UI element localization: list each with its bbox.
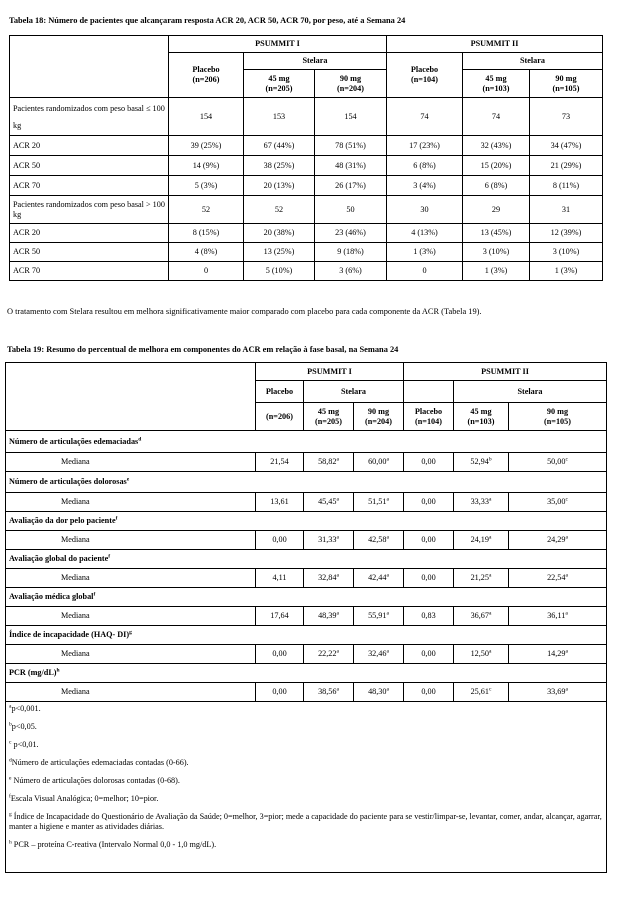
table18-cell: 74: [387, 98, 463, 136]
table18-cell: 26 (17%): [315, 176, 387, 196]
table18-cell: 6 (8%): [387, 156, 463, 176]
table18-dose45-2: 45 mg (n=103): [463, 70, 530, 98]
table18-row-label: Pacientes randomizados com peso basal > 100 kg: [10, 196, 169, 224]
table19-caption: Tabela 19: Resumo do percentual de melhora em componentes do ACR em relação à fase basal, na Semana 24: [7, 345, 399, 354]
table19-cell: 55,91$^a$: [354, 607, 404, 626]
table18-placebo2: Placebo (n=104): [387, 53, 463, 98]
table18-cell: 20 (38%): [244, 224, 315, 243]
table18-cell: 14 (9%): [169, 156, 244, 176]
table19-median-label: Mediana: [6, 453, 256, 472]
table19-cell: 45,45$^a$: [304, 493, 354, 512]
table19-cell: 21,54: [256, 453, 304, 472]
table19-dose45-2: 45 mg (n=103): [454, 403, 509, 431]
table18-cell: 1 (3%): [530, 262, 603, 281]
footnote: $^h$ PCR – proteína C-reativa (Intervalo Normal 0,0 - 1,0 mg/dL).: [9, 839, 217, 849]
table19: [5, 362, 607, 873]
table19-cell: 32,84$^a$: [304, 569, 354, 588]
table19-dose90-2: 90 mg (n=105): [509, 403, 607, 431]
table18-cell: 32 (43%): [463, 136, 530, 156]
table18-row-label: ACR 50: [10, 243, 169, 262]
table18-cell: 3 (10%): [463, 243, 530, 262]
table19-cell: 36,67$^a$: [454, 607, 509, 626]
table18-cell: 30: [387, 196, 463, 224]
table19-cell: 33,69$^a$: [509, 683, 607, 702]
footnote: $^g$ Índice de Incapacidade do Questionário de Avaliação da Saúde; 0=melhor, 3=pior; mede a capacidade do paciente para se vestir/limpar-se, levantar, comer, andar, alcançar, agarrar, manter a higiene e manter as atividades diárias.: [9, 811, 602, 831]
table18-cell: 13 (25%): [244, 243, 315, 262]
table19-median-label: Mediana: [6, 683, 256, 702]
table19-n206: (n=206): [256, 403, 304, 431]
table19-placebo1: Placebo: [256, 381, 304, 403]
table18-dose90-2: 90 mg (n=105): [530, 70, 603, 98]
table19-cell: 0,00: [256, 531, 304, 550]
table19-corner: [6, 363, 256, 431]
table19-cell: 24,19$^a$: [454, 531, 509, 550]
table19-cell: 0,00: [256, 645, 304, 664]
table18-cell: 8 (15%): [169, 224, 244, 243]
table19-cell: 25,61$^c$: [454, 683, 509, 702]
table18-cell: 15 (20%): [463, 156, 530, 176]
table18-cell: 153: [244, 98, 315, 136]
table18-cell: 3 (10%): [530, 243, 603, 262]
footnote: $^d$Número de articulações edemaciadas contadas (0-66).: [9, 757, 189, 767]
table18-caption: Tabela 18: Número de pacientes que alcançaram resposta ACR 20, ACR 50, ACR 70, por peso, até a Semana 24: [9, 16, 406, 25]
footnote: $^a$p<0,001.: [9, 703, 41, 713]
table18-study1: PSUMMIT I: [169, 36, 387, 53]
table19-cell: 0,00: [404, 645, 454, 664]
table18-cell: 1 (3%): [463, 262, 530, 281]
table19-section-title: Avaliação médica global$^f$: [6, 588, 607, 607]
table19-placebo2: Placebo (n=104): [404, 403, 454, 431]
table19-cell: 22,54$^a$: [509, 569, 607, 588]
table19-cell: 52,94$^b$: [454, 453, 509, 472]
table18-dose90-1: 90 mg (n=204): [315, 70, 387, 98]
table19-cell: 17,64: [256, 607, 304, 626]
table18-cell: 38 (25%): [244, 156, 315, 176]
table19-cell: 48,30$^a$: [354, 683, 404, 702]
table19-median-label: Mediana: [6, 493, 256, 512]
table19-stelara2: Stelara: [454, 381, 607, 403]
table19-cell: 50,00$^c$: [509, 453, 607, 472]
table18-cell: 13 (45%): [463, 224, 530, 243]
table19-spacer: [404, 381, 454, 403]
table18-cell: 12 (39%): [530, 224, 603, 243]
table19-median-label: Mediana: [6, 607, 256, 626]
table19-dose90-1: 90 mg (n=204): [354, 403, 404, 431]
table18-stelara2: Stelara: [463, 53, 603, 70]
table18-row-label: ACR 70: [10, 262, 169, 281]
table18-row-label: ACR 20: [10, 136, 169, 156]
table19-cell: 60,00$^a$: [354, 453, 404, 472]
footnote: $^f$Escala Visual Analógica; 0=melhor; 10=pior.: [9, 793, 159, 803]
table19-cell: 0,00: [404, 683, 454, 702]
table18-corner: [10, 36, 169, 98]
table19-cell: 51,51$^a$: [354, 493, 404, 512]
table18-row-label: ACR 20: [10, 224, 169, 243]
table18-cell: 48 (31%): [315, 156, 387, 176]
table19-stelara1: Stelara: [304, 381, 404, 403]
table18-cell: 74: [463, 98, 530, 136]
table19-cell: 35,00$^c$: [509, 493, 607, 512]
table19-section-title: Número de articulações dolorosas$^e$: [6, 472, 607, 493]
table18-cell: 31: [530, 196, 603, 224]
table19-cell: 0,00: [404, 453, 454, 472]
table19-dose45-1: 45 mg (n=205): [304, 403, 354, 431]
table18-cell: 29: [463, 196, 530, 224]
table19-cell: 14,29$^a$: [509, 645, 607, 664]
table19-cell: 22,22$^a$: [304, 645, 354, 664]
table19-cell: 42,44$^a$: [354, 569, 404, 588]
table19-section-title: Índice de incapacidade (HAQ- DI)$^g$: [6, 626, 607, 645]
table19-cell: 42,58$^a$: [354, 531, 404, 550]
footnote: $^c$ p<0,01.: [9, 739, 39, 749]
table18-cell: 67 (44%): [244, 136, 315, 156]
table19-cell: 32,46$^a$: [354, 645, 404, 664]
table18-cell: 23 (46%): [315, 224, 387, 243]
table18-cell: 39 (25%): [169, 136, 244, 156]
table18-stelara1: Stelara: [244, 53, 387, 70]
table18-placebo1: Placebo (n=206): [169, 53, 244, 98]
table19-cell: 31,33$^a$: [304, 531, 354, 550]
table18-cell: 50: [315, 196, 387, 224]
table18-cell: 4 (8%): [169, 243, 244, 262]
table18-dose45-1: 45 mg (n=205): [244, 70, 315, 98]
table18-cell: 154: [169, 98, 244, 136]
table18-cell: 78 (51%): [315, 136, 387, 156]
table19-section-title: Avaliação global do paciente$^f$: [6, 550, 607, 569]
table19-cell: 38,56$^a$: [304, 683, 354, 702]
table18-cell: 5 (10%): [244, 262, 315, 281]
table18-cell: 52: [169, 196, 244, 224]
table19-cell: 48,39$^a$: [304, 607, 354, 626]
table18-cell: 3 (4%): [387, 176, 463, 196]
table18-row-label: Pacientes randomizados com peso basal ≤ 100 kg: [10, 98, 169, 136]
table19-cell: 0,00: [404, 531, 454, 550]
table18-cell: 34 (47%): [530, 136, 603, 156]
table19-study1: PSUMMIT I: [256, 363, 404, 381]
table18-cell: 20 (13%): [244, 176, 315, 196]
table19-section-title: Número de articulações edemaciadas$^d$: [6, 431, 607, 453]
table19-cell: 24,29$^a$: [509, 531, 607, 550]
table18-cell: 0: [169, 262, 244, 281]
table18-cell: 0: [387, 262, 463, 281]
table19-section-title: PCR $(mg/dL)^h$: [6, 664, 607, 683]
body-paragraph: O tratamento com Stelara resultou em melhora significativamente maior comparado com placebo para cada componente da ACR (Tabela 19).: [7, 307, 482, 316]
table19-footnotes: [6, 702, 607, 873]
table19-cell: 13,61: [256, 493, 304, 512]
table18-cell: 21 (29%): [530, 156, 603, 176]
footnote: $^b$p<0,05.: [9, 721, 37, 731]
table18-row-label: ACR 70: [10, 176, 169, 196]
table19-median-label: Mediana: [6, 569, 256, 588]
table19-median-label: Mediana: [6, 645, 256, 664]
table19-cell: 0,00: [404, 569, 454, 588]
table18-cell: 1 (3%): [387, 243, 463, 262]
table18-row-label: ACR 50: [10, 156, 169, 176]
table19-cell: 0,00: [256, 683, 304, 702]
table18-cell: 154: [315, 98, 387, 136]
table19-cell: 33,33$^a$: [454, 493, 509, 512]
table19-cell: 12,50$^a$: [454, 645, 509, 664]
table18-cell: 73: [530, 98, 603, 136]
table19-cell: 36,11$^a$: [509, 607, 607, 626]
table18-cell: 3 (6%): [315, 262, 387, 281]
table19-cell: 0,83: [404, 607, 454, 626]
table18-cell: 6 (8%): [463, 176, 530, 196]
table18: [9, 35, 603, 281]
footnote: $^e$ Número de articulações dolorosas contadas (0-68).: [9, 775, 180, 785]
table18-cell: 52: [244, 196, 315, 224]
table19-cell: 58,82$^a$: [304, 453, 354, 472]
table18-cell: 4 (13%): [387, 224, 463, 243]
table18-cell: 17 (23%): [387, 136, 463, 156]
table19-cell: 21,25$^a$: [454, 569, 509, 588]
table18-cell: 9 (18%): [315, 243, 387, 262]
table19-cell: 0,00: [404, 493, 454, 512]
table18-cell: 8 (11%): [530, 176, 603, 196]
table19-study2: PSUMMIT II: [404, 363, 607, 381]
table19-section-title: Avaliação da dor pelo paciente$^f$: [6, 512, 607, 531]
table19-median-label: Mediana: [6, 531, 256, 550]
table19-cell: 4,11: [256, 569, 304, 588]
table18-cell: 5 (3%): [169, 176, 244, 196]
table18-study2: PSUMMIT II: [387, 36, 603, 53]
